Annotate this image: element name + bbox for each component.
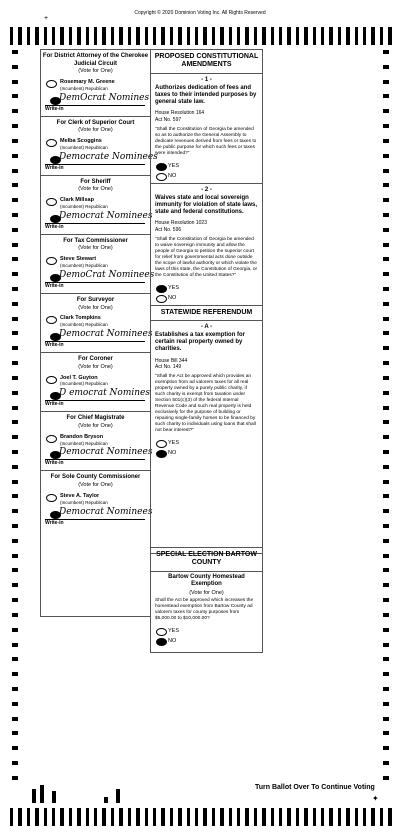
write-in-handwriting: Democrat Nominees [59, 506, 153, 517]
ballot-questions-column [150, 49, 263, 554]
candidate-party: (Incumbent) Republican [60, 144, 108, 150]
statewide-referendum [151, 306, 262, 456]
write-in-handwriting: Democrate Nominees [59, 151, 158, 162]
vote-for-label: (Vote for One) [78, 245, 113, 252]
vote-for-label: (Vote for One) [78, 304, 113, 311]
vote-oval[interactable] [46, 139, 57, 147]
candidate-option[interactable] [41, 79, 150, 93]
no-option[interactable] [151, 173, 262, 179]
write-in-option[interactable] [41, 270, 155, 289]
vote-oval[interactable] [156, 173, 167, 181]
candidate-option[interactable] [41, 493, 150, 507]
candidate-party: (Incumbent) Republican [60, 440, 108, 446]
write-in-label: Write-in [45, 164, 64, 171]
yes-option[interactable] [151, 285, 262, 291]
no-label: NO [168, 450, 177, 457]
write-in-label: Write-in [45, 401, 64, 408]
race-title: For Sole County Commissioner [50, 474, 141, 481]
candidate-party: (Incumbent) Republican [60, 263, 108, 269]
candidate-party: (Incumbent) Republican [60, 381, 108, 387]
referendum-header: STATEWIDE REFERENDUM [151, 306, 262, 321]
candidate-name: Melba Scoggins [60, 138, 102, 144]
no-label: NO [168, 172, 177, 179]
race-title: For Sheriff [80, 178, 111, 185]
amendment-2 [151, 187, 262, 301]
vote-oval[interactable] [46, 435, 57, 443]
write-in-label: Write-in [45, 223, 64, 230]
right-timing-marks [383, 50, 389, 780]
vote-oval[interactable] [46, 198, 57, 206]
vote-oval[interactable] [156, 638, 167, 646]
registration-mark: + [44, 15, 49, 22]
candidate-name: Joel T. Guyton [60, 374, 98, 381]
write-in-option[interactable] [41, 390, 150, 407]
write-in-option[interactable] [41, 447, 153, 467]
candidate-option[interactable] [41, 256, 150, 270]
write-in-option[interactable] [41, 506, 153, 526]
write-in-handwriting: DemOcrat Nomines [59, 92, 150, 103]
resolution-number: House Resolution 164 [155, 110, 205, 117]
write-in-handwriting: Democrat Nominees [59, 210, 153, 221]
vote-for-label: (Vote for One) [189, 590, 224, 597]
referendum-text: "Shall the Act be approved which provides an exemption from ad valorem taxes for all real property owned by a purely public charity, if such charity is exempt from taxation under Section 501(c)(3) of the federal Internal Revenue Code and such real property is held exclusively for the purpose of building or repairing single-family homes to be financed by such charity to individuals using loans that shall not bear interest?" [155, 374, 256, 434]
special-election-header: SPECIAL ELECTION BARTOW COUNTY [151, 548, 262, 572]
write-in-handwriting: DemoCrat Nominees [59, 270, 155, 280]
candidate-name: Steve Stewart [60, 256, 97, 263]
special-question-text: Shall the Act be approved which increases the homestead exemption from Bartow County ad valorem taxes for county purposes from $5,000.00 to $10,000.00? [155, 598, 254, 622]
race-tax-commissioner [41, 235, 155, 289]
race-title: For Chief Magistrate [66, 415, 125, 422]
yes-option[interactable] [151, 163, 262, 169]
race-title: For Clerk of Superior Court [56, 119, 135, 126]
no-option[interactable] [151, 450, 262, 456]
no-label: NO [168, 294, 177, 301]
amendment-title: Waives state and local sovereign immunity for violation of state laws, state and federal constitutions. [155, 194, 258, 216]
write-in-handwriting: Democrat Nominees [59, 329, 153, 340]
vote-oval[interactable] [156, 450, 167, 458]
amendment-title: Authorizes dedication of fees and taxes to their intended purposes by general state law. [155, 84, 257, 106]
candidate-name: Steve A. Taylor [60, 492, 100, 499]
race-district-attorney [41, 50, 150, 112]
candidate-name: Rosemary M. Greene [60, 78, 115, 85]
candidate-option[interactable] [41, 375, 150, 389]
yes-label: YES [168, 440, 180, 447]
top-timing-marks [10, 27, 392, 45]
race-title: For District Attorney of the Cherokee Judicial Circuit [42, 53, 149, 67]
amendment-number: - 2 - [201, 186, 212, 193]
race-coroner [41, 353, 150, 407]
race-chief-magistrate [41, 412, 153, 467]
candidate-option[interactable] [41, 197, 150, 211]
race-sole-county-commissioner [41, 471, 153, 526]
amendment-text: "Shall the Constitution of Georgia be amended to waive sovereign immunity and allow the people of Georgia to petition the superior court for relief from governmental acts done outside the scope of lawful authority or which violate the laws of this state, the Constitution of Georgia, or the Constitution of the United States?" [155, 236, 258, 278]
bill-number: House Bill 344 [155, 357, 188, 364]
special-election-box [150, 547, 263, 653]
amendments-header: PROPOSED CONSTITUTIONAL AMENDMENTS [151, 50, 262, 74]
candidate-name: Clark Millsap [60, 197, 94, 204]
vote-for-label: (Vote for One) [78, 127, 113, 134]
write-in-option[interactable] [41, 92, 150, 112]
yes-label: YES [168, 628, 180, 635]
vote-oval[interactable] [156, 440, 167, 448]
county-races-column [40, 49, 158, 617]
bottom-timing-marks [10, 808, 392, 826]
candidate-option[interactable] [41, 138, 150, 152]
act-number: Act No. 596 [155, 226, 182, 233]
amendment-number: - 1 - [201, 76, 212, 83]
act-number: Act No. 597 [155, 116, 182, 123]
no-option[interactable] [151, 638, 262, 644]
candidate-option[interactable] [41, 434, 150, 448]
resolution-number: House Resolution 1023 [155, 220, 207, 227]
vote-for-label: (Vote for One) [78, 481, 113, 488]
amendment-1 [151, 77, 262, 179]
referendum-title: Establishes a tax exemption for certain real property owned by charities. [155, 332, 246, 353]
no-option[interactable] [151, 295, 262, 301]
amendment-text: "Shall the Constitution of Georgia be amended so as to authorize the General Assembly to dedicate revenues derived from fees or taxes to the public purpose for which such fees or taxes were intended?" [155, 126, 257, 156]
race-title: For Tax Commissioner [63, 237, 128, 244]
copyright-notice: Copyright © 2020 Dominion Voting Inc. All Rights Reserved [134, 10, 266, 16]
race-title: For Coroner [78, 356, 113, 363]
write-in-label: Write-in [45, 342, 64, 349]
candidate-party: (Incumbent) Republican [60, 85, 108, 91]
vote-oval[interactable] [156, 295, 167, 303]
race-title: For Surveyor [76, 297, 115, 303]
left-timing-marks [12, 50, 18, 780]
write-in-handwriting: D emocrat Nomines [59, 388, 150, 399]
candidate-name: Clark Tompkins [60, 315, 101, 322]
candidate-party: (Incumbent) Republican [60, 499, 108, 505]
candidate-option[interactable] [41, 315, 150, 329]
vote-for-label: (Vote for One) [78, 363, 113, 370]
act-number: Act No. 149 [155, 363, 182, 370]
vote-oval[interactable] [46, 316, 57, 324]
write-in-label: Write-in [45, 283, 64, 289]
candidate-party: (Incumbent) Republican [60, 322, 108, 328]
vote-oval[interactable] [156, 285, 167, 293]
write-in-label: Write-in [45, 105, 64, 112]
write-in-option[interactable] [41, 210, 153, 230]
race-clerk-superior-court [41, 117, 158, 171]
vote-for-label: (Vote for One) [78, 68, 113, 74]
vote-for-label: (Vote for One) [78, 422, 113, 429]
candidate-name: Brandon Bryson [60, 433, 104, 440]
special-question-title: Bartow County Homestead Exemption [168, 573, 245, 587]
write-in-handwriting: Democrat Nominees [59, 447, 153, 458]
turn-over-instruction: Turn Ballot Over To Continue Voting [255, 784, 375, 791]
race-surveyor [41, 294, 153, 349]
referendum-number: - A - [200, 324, 213, 331]
no-label: NO [168, 638, 177, 645]
write-in-option[interactable] [41, 151, 158, 171]
write-in-option[interactable] [41, 329, 153, 349]
vote-oval[interactable] [46, 257, 57, 265]
candidate-party: (Incumbent) Republican [60, 204, 108, 209]
vote-oval[interactable] [46, 80, 57, 88]
write-in-label: Write-in [45, 460, 64, 467]
yes-option[interactable] [151, 440, 262, 446]
yes-label: YES [168, 284, 180, 291]
vote-oval[interactable] [46, 494, 57, 502]
vote-oval[interactable] [156, 163, 167, 171]
write-in-label: Write-in [45, 519, 64, 526]
registration-star-icon: ✦ [372, 794, 379, 803]
vote-for-label: (Vote for One) [78, 186, 113, 193]
race-sheriff [41, 176, 153, 230]
yes-option[interactable] [151, 628, 262, 634]
yes-label: YES [168, 162, 180, 169]
vote-oval[interactable] [156, 628, 167, 636]
vote-oval[interactable] [46, 376, 57, 384]
